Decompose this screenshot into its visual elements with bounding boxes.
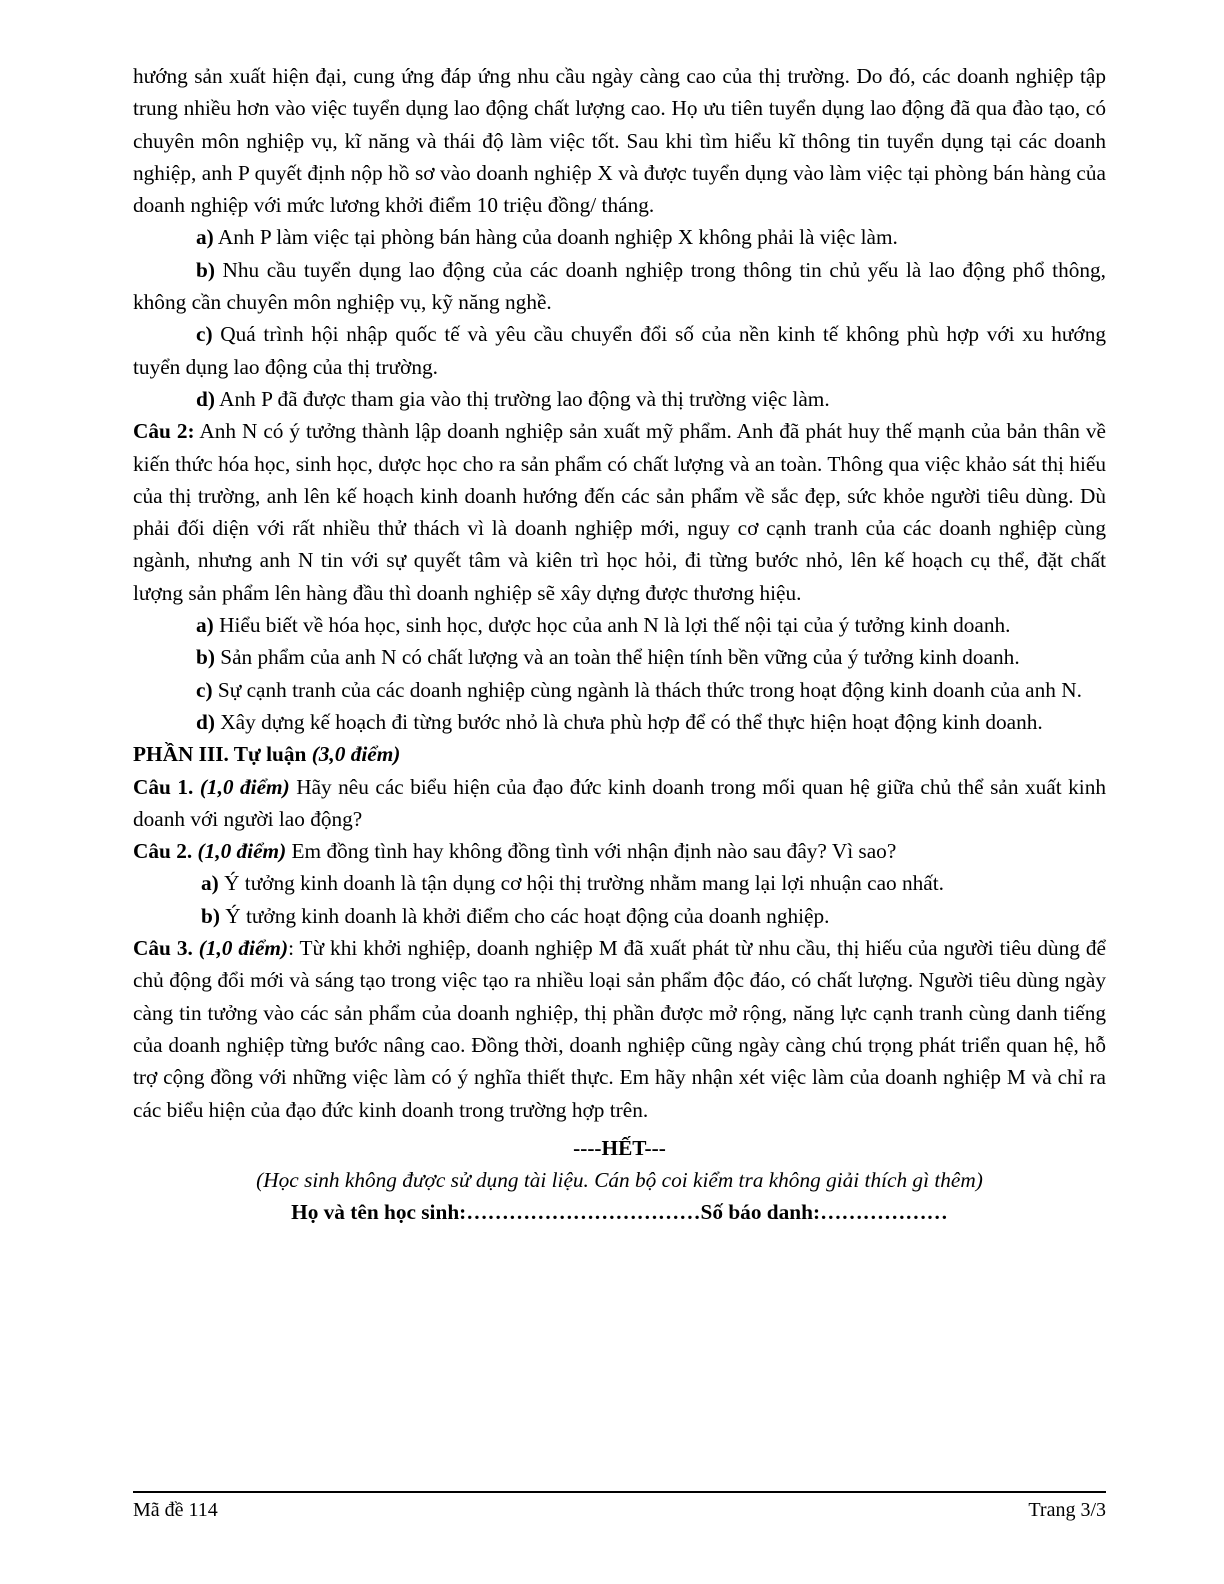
question-text: : Từ khi khởi nghiệp, doanh nghiệp M đã xuất phát từ nhu cầu, thị hiếu của người tiêu dùng để chủ động đổi mới và sáng tạo trong việc tạo ra nhiều loại sản phẩm độc đáo, có chất lượng. Người tiêu dùng ngày càng tin tưởng vào các sản phẩm của doanh nghiệp, thị phần được mở rộng, năng lực cạnh tranh cùng danh tiếng của doanh nghiệp từng bước nâng cao. Đồng thời, doanh nghiệp cũng ngày càng chú trọng phát triển quan hệ, hỗ trợ cộng đồng với những việc làm có ý nghĩa thiết thực. Em hãy nhận xét việc làm của doanh nghiệp M và chỉ ra các biểu hiện của đạo đức kinh doanh trong trường hợp trên. <box>133 936 1107 1122</box>
q1-option-c <box>133 318 1106 383</box>
option-text: Quá trình hội nhập quốc tế và yêu cầu chuyển đổi số của nền kinh tế không phù hợp với xu hướng tuyển dụng lao động của thị trường. <box>133 322 1106 379</box>
question-points: (1,0 điểm) <box>199 774 290 799</box>
q2-option-c <box>133 674 1106 706</box>
exam-page <box>133 60 1106 1229</box>
essay2-option-a <box>133 867 1106 899</box>
option-text: Ý tưởng kinh doanh là khởi điểm cho các hoạt động của doanh nghiệp. <box>219 903 830 928</box>
question-label: Câu 2. <box>133 839 198 864</box>
essay-question-1 <box>133 771 1106 836</box>
exam-code: Mã đề 114 <box>133 1499 218 1521</box>
question-label: Câu 3. <box>133 936 199 961</box>
option-text: Hiểu biết về hóa học, sinh học, dược học của anh N là lợi thế nội tại của ý tưởng kinh doanh. <box>213 613 1011 638</box>
question-text: Hãy nêu các biểu hiện của đạo đức kinh doanh trong mối quan hệ giữa chủ thể sản xuất kinh doanh với người lao động? <box>133 774 1107 831</box>
option-letter: b) <box>196 257 215 282</box>
end-text: ----HẾT--- <box>573 1135 666 1160</box>
section-title: PHẦN III. Tự luận <box>133 742 312 767</box>
option-letter: d) <box>196 386 215 411</box>
option-text: Sản phẩm của anh N có chất lượng và an toàn thể hiện tính bền vững của ý tưởng kinh doanh. <box>214 645 1020 670</box>
essay2-option-b <box>133 900 1106 932</box>
question-text: Em đồng tình hay không đồng tình với nhận định nào sau đây? Vì sao? <box>286 839 897 864</box>
section-points: (3,0 điểm) <box>311 742 401 767</box>
q1-option-d <box>133 383 1106 415</box>
option-text: Sự cạnh tranh của các doanh nghiệp cùng ngành là thách thức trong hoạt động kinh doanh của anh N. <box>212 677 1082 702</box>
section-heading-part3 <box>133 738 1106 770</box>
option-letter: c) <box>196 322 213 347</box>
option-text: Ý tưởng kinh doanh là tận dụng cơ hội thị trường nhằm mang lại lợi nhuận cao nhất. <box>218 871 944 896</box>
end-marker <box>133 1132 1106 1164</box>
essay-question-3 <box>133 932 1106 1126</box>
q2-option-b <box>133 641 1106 673</box>
essay-question-2 <box>133 835 1106 867</box>
option-text: Anh P đã được tham gia vào thị trường lao động và thị trường việc làm. <box>214 386 830 411</box>
option-letter: b) <box>196 645 215 670</box>
page-footer <box>133 1496 1106 1524</box>
q2-option-a <box>133 609 1106 641</box>
option-text: Anh P làm việc tại phòng bán hàng của doanh nghiệp X không phải là việc làm. <box>213 225 898 250</box>
footer-divider <box>133 1491 1106 1493</box>
q2-passage <box>133 415 1106 609</box>
option-text: Xây dựng kế hoạch đi từng bước nhỏ là chưa phù hợp để có thể thực hiện hoạt động kinh doanh. <box>214 709 1043 734</box>
student-info-line <box>133 1196 1106 1228</box>
option-letter: b) <box>201 903 220 928</box>
option-letter: c) <box>196 677 213 702</box>
question-points: (1,0 điểm) <box>198 936 289 961</box>
q1-passage-continued: hướng sản xuất hiện đại, cung ứng đáp ứng nhu cầu ngày càng cao của thị trường. Do đó, các doanh nghiệp tập trung nhiều hơn vào việc tuyển dụng lao động chất lượng cao. Họ ưu tiên tuyển dụng lao động đã qua đào tạo, có chuyên môn nghiệp vụ, kĩ năng và thái độ làm việc tốt. Sau khi tìm hiểu kĩ thông tin tuyển dụng tại các doanh nghiệp, anh P quyết định nộp hồ sơ vào doanh nghiệp X và được tuyển dụng vào làm việc tại phòng bán hàng của doanh nghiệp với mức lương khởi điểm 10 triệu đồng/ tháng. <box>133 64 1106 218</box>
question-label: Câu 1. <box>133 774 200 799</box>
page-number: Trang 3/3 <box>1028 1499 1106 1521</box>
q1-option-b <box>133 254 1106 319</box>
exam-note: (Học sinh không được sử dụng tài liệu. Cán bộ coi kiểm tra không giải thích gì thêm) <box>256 1168 983 1193</box>
option-letter: a) <box>196 613 214 638</box>
q2-option-d <box>133 706 1106 738</box>
question-label: Câu 2: <box>133 419 195 444</box>
question-points: (1,0 điểm) <box>197 839 287 864</box>
q1-option-a <box>133 221 1106 253</box>
student-info-text: Họ và tên học sinh:……………………………Số báo danh:……………… <box>291 1200 948 1225</box>
question-text: Anh N có ý tưởng thành lập doanh nghiệp sản xuất mỹ phẩm. Anh đã phát huy thế mạnh của bản thân về kiến thức hóa học, sinh học, dược học cho ra sản phẩm có chất lượng và an toàn. Thông qua việc khảo sát thị hiếu của thị trường, anh lên kế hoạch kinh doanh hướng đến các sản phẩm về sắc đẹp, sức khỏe người tiêu dùng. Dù phải đối diện với rất nhiều thử thách vì là doanh nghiệp mới, nguy cơ cạnh tranh của các doanh nghiệp cùng ngành, nhưng anh N tin với sự quyết tâm và kiên trì học hỏi, đi từng bước nhỏ, lên kế hoạch cụ thể, đặt chất lượng sản phẩm lên hàng đầu thì doanh nghiệp sẽ xây dựng được thương hiệu. <box>133 419 1107 605</box>
option-letter: a) <box>201 871 219 896</box>
option-text: Nhu cầu tuyển dụng lao động của các doanh nghiệp trong thông tin chủ yếu là lao động phổ thông, không cần chuyên môn nghiệp vụ, kỹ năng nghề. <box>133 257 1106 315</box>
option-letter: a) <box>196 225 214 250</box>
option-letter: d) <box>196 709 215 734</box>
